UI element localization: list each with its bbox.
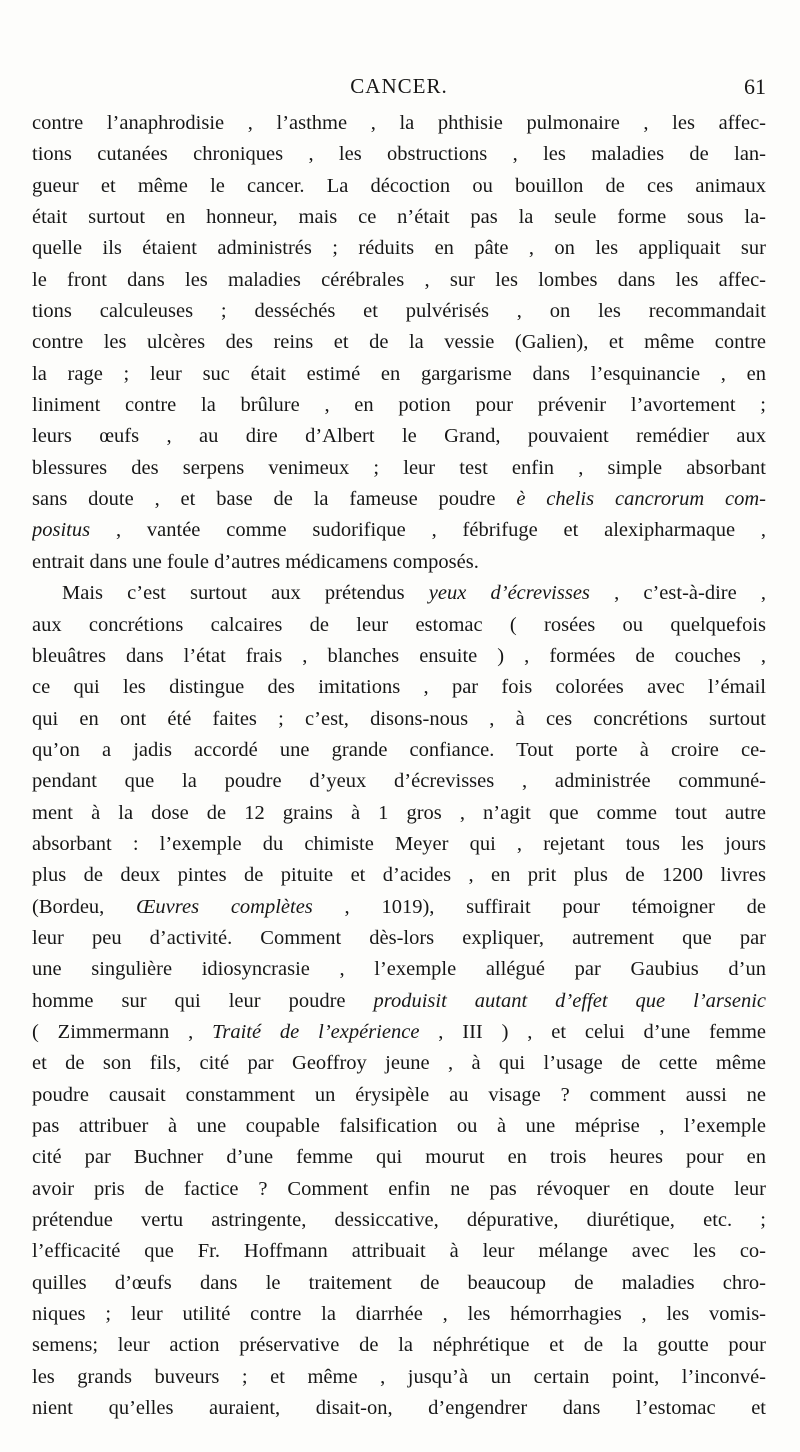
text-segment: sans doute , et base de la fameuse poudre <box>32 488 517 511</box>
text-segment: plus de deux pintes de pituite et d’acides , en prit plus de 1200 livres <box>32 864 766 887</box>
text-line <box>32 610 766 641</box>
text-segment: qu’on a jadis accordé une grande confiance. Tout porte à croire ce- <box>32 738 766 761</box>
italic-text: positus <box>32 519 91 542</box>
text-segment: (Bordeu, <box>32 895 137 918</box>
italic-text: Œuvres complètes <box>136 895 313 918</box>
running-head <box>32 74 766 104</box>
text-segment: ment à la dose de 12 grains à 1 gros , n’agit que comme tout autre <box>32 801 766 824</box>
text-line <box>32 923 766 954</box>
text-line <box>32 892 766 923</box>
text-segment: qui en ont été faites ; c’est, disons-nous , à ces concrétions surtout <box>32 707 766 730</box>
text-line <box>32 484 766 515</box>
text-line <box>32 1236 766 1267</box>
text-segment: le front dans les maladies cérébrales , sur les lombes dans les affec- <box>32 268 766 291</box>
text-line <box>32 233 766 264</box>
text-segment: leurs œufs , au dire d’Albert le Grand, pouvaient remédier aux <box>32 425 766 448</box>
text-segment: contre les ulcères des reins et de la vessie (Galien), et même contre <box>32 331 766 354</box>
text-line <box>32 735 766 766</box>
text-segment: et de son fils, cité par Geoffroy jeune , à qui l’usage de cette même <box>32 1052 766 1075</box>
text-segment: quilles d’œufs dans le traitement de beaucoup de maladies chro- <box>32 1271 766 1294</box>
text-segment: aux concrétions calcaires de leur estomac ( rosées ou quelquefois <box>32 613 766 636</box>
text-line <box>32 1048 766 1079</box>
text-segment: semens; leur action préservative de la néphrétique et de la goutte pour <box>32 1334 766 1357</box>
text-segment: les grands buveurs ; et même , jusqu’à un certain point, l’inconvé- <box>32 1365 766 1388</box>
text-line <box>32 421 766 452</box>
text-segment: tions cutanées chroniques , les obstructions , les maladies de lan- <box>32 143 766 166</box>
text-line <box>32 296 766 327</box>
text-segment: cité par Buchner d’une femme qui mourut en trois heures pour en <box>32 1146 766 1169</box>
text-segment: quelle ils étaient administrés ; réduits en pâte , on les appliquait sur <box>32 237 766 260</box>
text-line <box>32 1111 766 1142</box>
text-line <box>32 202 766 233</box>
text-line <box>32 1362 766 1393</box>
text-line <box>32 1393 766 1424</box>
text-segment: absorbant : l’exemple du chimiste Meyer qui , rejetant tous les jours <box>32 832 766 855</box>
text-line <box>32 139 766 170</box>
body-text <box>32 108 766 1424</box>
text-line <box>32 1017 766 1048</box>
text-line <box>32 766 766 797</box>
text-line <box>32 327 766 358</box>
text-line <box>32 1205 766 1236</box>
text-line <box>32 108 766 139</box>
text-segment: contre l’anaphrodisie , l’asthme , la phthisie pulmonaire , les affec- <box>32 112 766 134</box>
text-segment: ( Zimmermann , <box>32 1020 213 1043</box>
text-segment: ce qui les distingue des imitations , par fois colorées avec l’émail <box>32 676 766 699</box>
text-line <box>32 359 766 390</box>
text-line <box>32 515 766 546</box>
text-segment: blessures des serpens venimeux ; leur test enfin , simple absorbant <box>32 456 766 479</box>
text-line <box>32 171 766 202</box>
text-segment: gueur et même le cancer. La décoction ou bouillon de ces animaux <box>32 174 766 197</box>
text-line <box>32 798 766 829</box>
text-line <box>32 1174 766 1205</box>
text-line <box>32 672 766 703</box>
text-line <box>32 265 766 296</box>
running-title: CANCER. <box>350 74 448 98</box>
text-segment: pas attribuer à une coupable falsification ou à une méprise , l’exemple <box>32 1115 766 1137</box>
text-segment: niques ; leur utilité contre la diarrhée , les hémorrhagies , les vomis- <box>32 1303 766 1326</box>
text-segment: , c’est-à-dire , <box>589 582 766 605</box>
text-segment: homme sur qui leur poudre <box>32 989 374 1012</box>
text-line <box>32 453 766 484</box>
text-line <box>32 704 766 735</box>
text-segment: leur peu d’activité. Comment dès-lors expliquer, autrement que par <box>32 926 766 949</box>
text-segment: l’efficacité que Fr. Hoffmann attribuait à leur mélange avec les co- <box>32 1240 766 1263</box>
text-segment: nient qu’elles auraient, disait-on, d’engendrer dans l’estomac et <box>32 1397 766 1420</box>
text-segment: la rage ; leur suc était estimé en gargarisme dans l’esquinancie , en <box>32 362 766 385</box>
text-line <box>32 1268 766 1299</box>
italic-text: è chelis cancrorum com- <box>516 488 766 511</box>
italic-text: Traité de l’expérience <box>212 1020 420 1043</box>
text-line <box>32 578 766 609</box>
page-number: 61 <box>744 74 766 99</box>
text-line <box>32 1299 766 1330</box>
text-line <box>32 829 766 860</box>
text-segment: pendant que la poudre d’yeux d’écrevisses , administrée communé- <box>32 770 766 793</box>
italic-text: yeux d’écrevisses <box>428 582 590 605</box>
text-segment: , III ) , et celui d’une femme <box>419 1020 766 1043</box>
text-segment: , vantée comme sudorifique , fébrifuge et alexipharmaque , <box>90 519 766 542</box>
text-line <box>32 1142 766 1173</box>
text-line <box>32 641 766 672</box>
text-line <box>32 1330 766 1361</box>
italic-text: produisit autant d’effet que l’arsenic <box>373 989 766 1012</box>
text-segment: poudre causait constamment un érysipèle au visage ? comment aussi ne <box>32 1083 766 1106</box>
text-segment: , 1019), suffirait pour témoigner de <box>312 895 766 918</box>
text-segment: prétendue vertu astringente, dessiccative, dépurative, diurétique, etc. ; <box>32 1209 766 1232</box>
text-line <box>32 390 766 421</box>
text-line <box>32 954 766 985</box>
text-line <box>32 1080 766 1111</box>
text-segment: tions calculeuses ; desséchés et pulvérisés , on les recommandait <box>32 300 766 323</box>
text-segment: était surtout en honneur, mais ce n’était pas la seule forme sous la- <box>32 206 766 229</box>
text-segment: entrait dans une foule d’autres médicamens composés. <box>32 550 479 573</box>
text-line <box>32 860 766 891</box>
text-segment: liniment contre la brûlure , en potion pour prévenir l’avortement ; <box>32 394 766 417</box>
text-line <box>32 547 766 578</box>
text-line <box>32 986 766 1017</box>
text-segment: une singulière idiosyncrasie , l’exemple allégué par Gaubius d’un <box>32 958 766 981</box>
text-segment: bleuâtres dans l’état frais , blanches ensuite ) , formées de couches , <box>32 644 766 667</box>
text-segment: Mais c’est surtout aux prétendus <box>62 582 429 605</box>
text-segment: avoir pris de factice ? Comment enfin ne pas révoquer en doute leur <box>32 1177 766 1200</box>
